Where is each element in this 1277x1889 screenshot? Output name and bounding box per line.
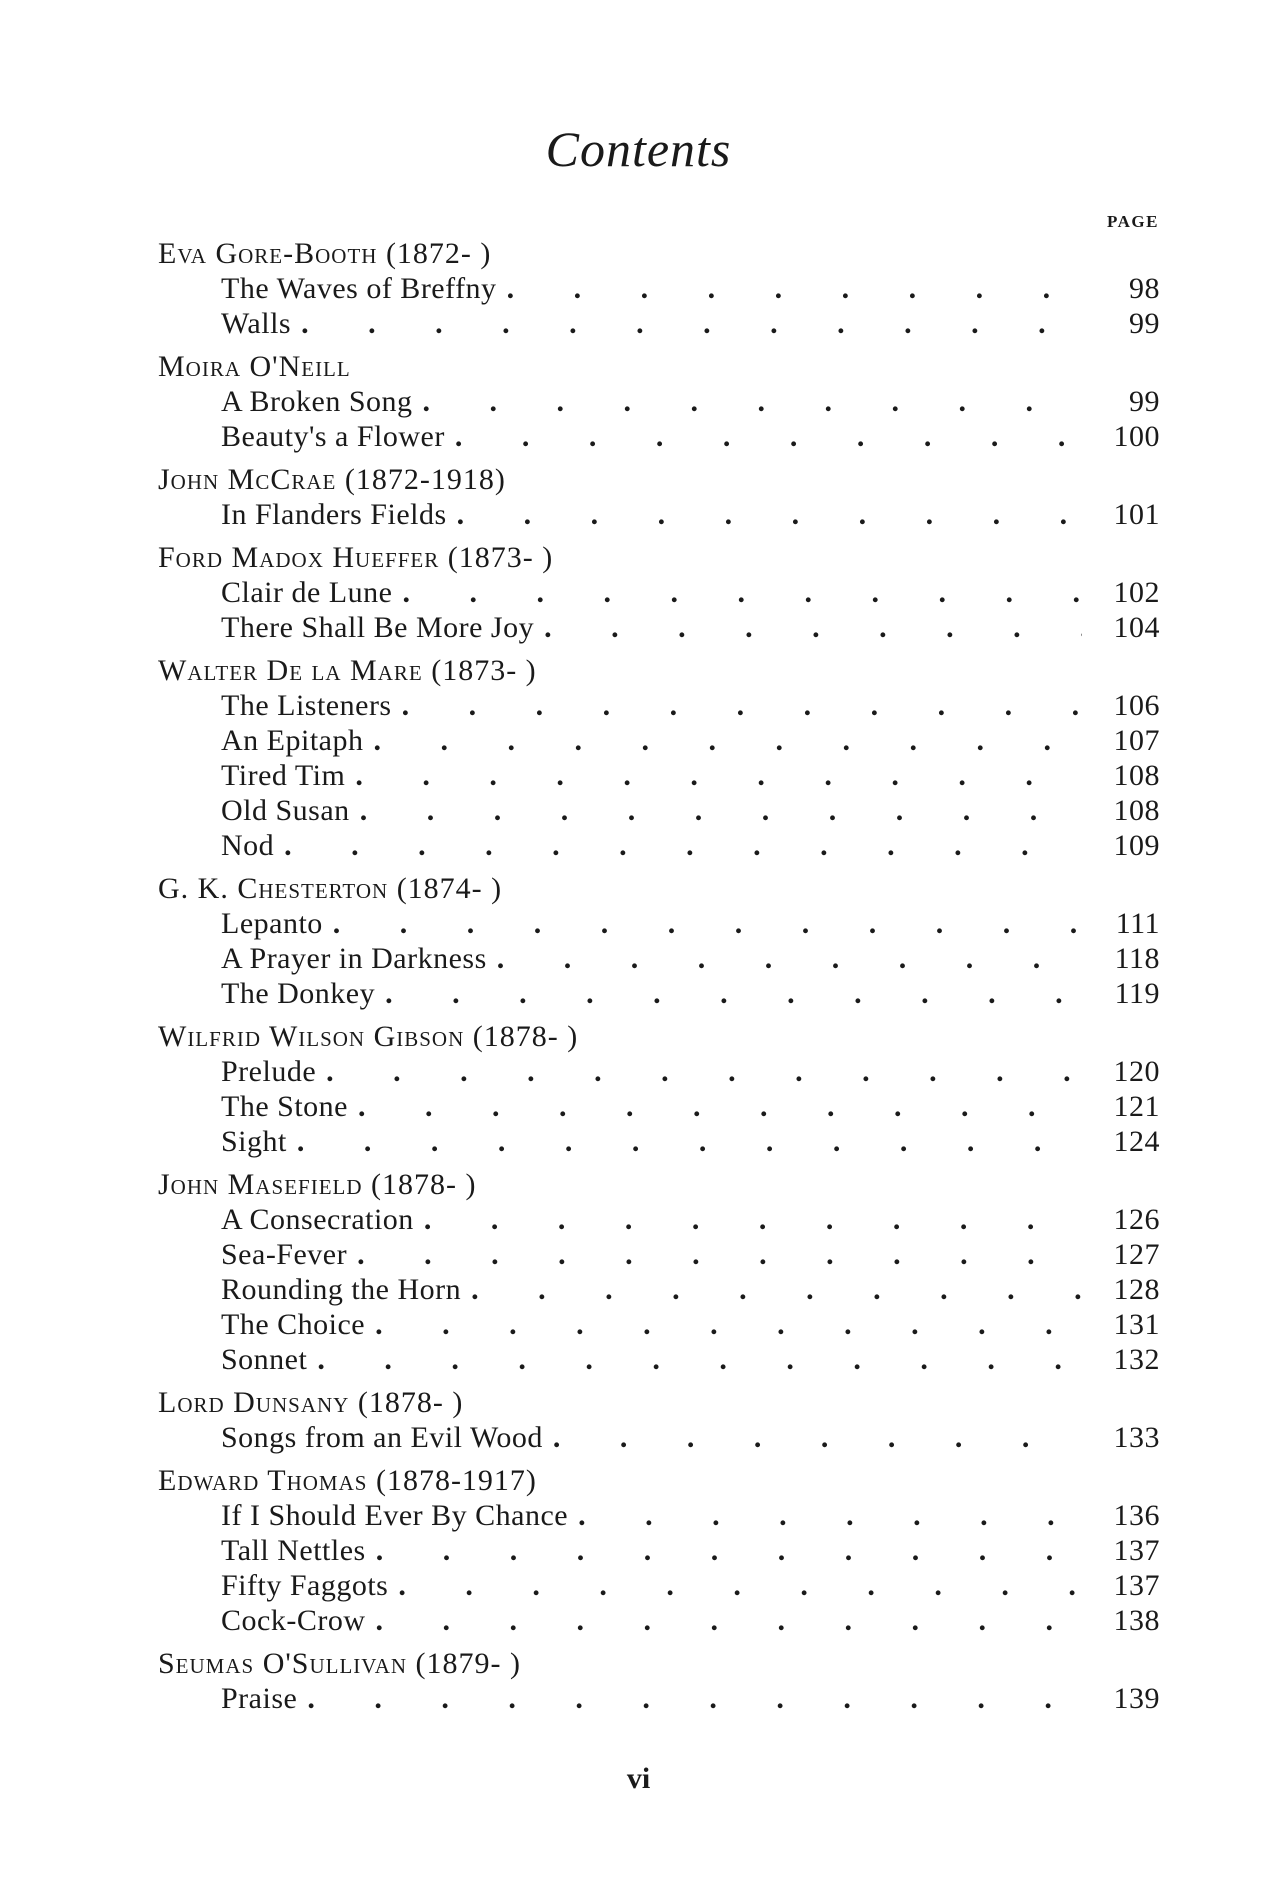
dot-leader — [307, 1681, 1082, 1716]
dot-leader — [376, 1533, 1082, 1568]
poem-title: Nod — [221, 829, 275, 862]
dot-leader — [455, 419, 1082, 454]
page-ref: 127 — [1113, 1238, 1160, 1271]
toc-entry — [158, 306, 1160, 341]
author-section — [158, 1646, 1160, 1716]
page-ref: 128 — [1113, 1273, 1160, 1306]
poem-title: The Donkey — [221, 977, 376, 1010]
page-ref: 124 — [1113, 1125, 1160, 1158]
toc-entry — [158, 723, 1160, 758]
page-ref: 104 — [1113, 611, 1160, 644]
dot-leader — [398, 1568, 1082, 1603]
page-ref: 138 — [1113, 1604, 1160, 1637]
dot-leader — [553, 1420, 1082, 1455]
dot-leader — [507, 271, 1082, 306]
poem-title: Fifty Faggots — [221, 1569, 389, 1602]
author-section — [158, 462, 1160, 532]
poem-title: Sea-Fever — [221, 1238, 348, 1271]
page-ref: 106 — [1113, 689, 1160, 722]
author-heading: John Masefield (1878- ) — [158, 1168, 477, 1201]
dot-leader — [373, 723, 1082, 758]
poem-title: Sight — [221, 1125, 287, 1158]
toc-entry — [158, 976, 1160, 1011]
author-heading: Lord Dunsany (1878- ) — [158, 1386, 464, 1419]
dot-leader — [402, 575, 1082, 610]
page-ref: 99 — [1129, 307, 1160, 340]
toc-entry — [158, 1237, 1160, 1272]
poem-title: Walls — [221, 307, 292, 340]
table-of-contents — [158, 236, 1160, 1724]
toc-entry — [158, 497, 1160, 532]
dot-leader — [326, 1054, 1082, 1089]
author-section — [158, 349, 1160, 454]
poem-title: Prelude — [221, 1055, 317, 1088]
author-heading: John McCrae (1872-1918) — [158, 463, 506, 496]
dot-leader — [301, 306, 1082, 341]
dot-leader — [355, 758, 1082, 793]
dot-leader — [471, 1272, 1082, 1307]
author-heading: Seumas O'Sullivan (1879- ) — [158, 1647, 522, 1680]
dot-leader — [578, 1498, 1082, 1533]
poem-title: Rounding the Horn — [221, 1273, 462, 1306]
dot-leader — [544, 610, 1082, 645]
page-title: Contents — [545, 121, 732, 177]
page-ref: 99 — [1129, 385, 1160, 418]
toc-entry — [158, 1681, 1160, 1716]
dot-leader — [385, 976, 1082, 1011]
dot-leader — [360, 793, 1082, 828]
dot-leader — [402, 688, 1082, 723]
toc-entry — [158, 1307, 1160, 1342]
toc-entry — [158, 271, 1160, 306]
poem-title: Praise — [221, 1682, 298, 1715]
page-ref: 137 — [1113, 1534, 1160, 1567]
poem-title: The Waves of Breffny — [221, 272, 497, 305]
dot-leader — [423, 384, 1082, 419]
page-ref: 109 — [1113, 829, 1160, 862]
author-heading: Moira O'Neill — [158, 350, 351, 383]
page-column-label: PAGE — [1107, 212, 1159, 231]
author-section — [158, 540, 1160, 645]
page-ref: 132 — [1113, 1343, 1160, 1376]
page-ref: 120 — [1113, 1055, 1160, 1088]
page-ref: 118 — [1114, 942, 1160, 975]
dot-leader — [375, 1307, 1082, 1342]
poem-title: Songs from an Evil Wood — [221, 1421, 543, 1454]
page-ref: 108 — [1113, 759, 1160, 792]
page-number: vi — [626, 1762, 651, 1795]
poem-title: Cock-Crow — [221, 1604, 366, 1637]
toc-entry — [158, 906, 1160, 941]
toc-entry — [158, 384, 1160, 419]
dot-leader — [497, 941, 1082, 976]
author-heading: G. K. Chesterton (1874- ) — [158, 872, 503, 905]
toc-entry — [158, 1054, 1160, 1089]
author-section — [158, 1167, 1160, 1377]
toc-entry — [158, 1568, 1160, 1603]
poem-title: Lepanto — [221, 907, 323, 940]
poem-title: Beauty's a Flower — [221, 420, 445, 453]
poem-title: A Broken Song — [221, 385, 413, 418]
toc-entry — [158, 1089, 1160, 1124]
toc-entry — [158, 941, 1160, 976]
page-ref: 137 — [1113, 1569, 1160, 1602]
toc-entry — [158, 1272, 1160, 1307]
dot-leader — [375, 1603, 1082, 1638]
toc-entry — [158, 419, 1160, 454]
poem-title: Old Susan — [221, 794, 350, 827]
author-section — [158, 1019, 1160, 1159]
dot-leader — [297, 1124, 1082, 1159]
toc-entry — [158, 1202, 1160, 1237]
author-heading: Walter De la Mare (1873- ) — [158, 654, 537, 687]
author-section — [158, 236, 1160, 341]
author-heading: Ford Madox Hueffer (1873- ) — [158, 541, 554, 574]
author-heading: Eva Gore-Booth (1872- ) — [158, 237, 492, 270]
author-heading: Edward Thomas (1878-1917) — [158, 1464, 537, 1497]
toc-entry — [158, 575, 1160, 610]
author-section — [158, 1463, 1160, 1638]
page-ref: 98 — [1129, 272, 1160, 305]
author-section — [158, 1385, 1160, 1455]
poem-title: A Prayer in Darkness — [221, 942, 487, 975]
author-section — [158, 653, 1160, 863]
toc-entry — [158, 1603, 1160, 1638]
poem-title: Sonnet — [221, 1343, 308, 1376]
dot-leader — [284, 828, 1082, 863]
poem-title: The Listeners — [221, 689, 392, 722]
poem-title: Tired Tim — [221, 759, 346, 792]
dot-leader — [358, 1089, 1082, 1124]
author-heading: Wilfrid Wilson Gibson (1878- ) — [158, 1020, 579, 1053]
page-ref: 131 — [1113, 1308, 1160, 1341]
poem-title: If I Should Ever By Chance — [221, 1499, 569, 1532]
page-ref: 111 — [1115, 907, 1160, 940]
poem-title: An Epitaph — [221, 724, 364, 757]
author-section — [158, 871, 1160, 1011]
page-ref: 107 — [1113, 724, 1160, 757]
toc-entry — [158, 1342, 1160, 1377]
page-ref: 133 — [1113, 1421, 1160, 1454]
page-ref: 126 — [1113, 1203, 1160, 1236]
poem-title: There Shall Be More Joy — [221, 611, 535, 644]
toc-entry — [158, 1498, 1160, 1533]
toc-entry — [158, 793, 1160, 828]
dot-leader — [317, 1342, 1082, 1377]
toc-entry — [158, 1420, 1160, 1455]
toc-entry — [158, 828, 1160, 863]
page-ref: 139 — [1113, 1682, 1160, 1715]
dot-leader — [424, 1202, 1082, 1237]
page-ref: 100 — [1113, 420, 1160, 453]
page-ref: 136 — [1113, 1499, 1160, 1532]
page-ref: 108 — [1113, 794, 1160, 827]
toc-entry — [158, 1533, 1160, 1568]
toc-entry — [158, 1124, 1160, 1159]
poem-title: Clair de Lune — [221, 576, 393, 609]
toc-entry — [158, 610, 1160, 645]
poem-title: The Stone — [221, 1090, 348, 1123]
toc-entry — [158, 688, 1160, 723]
poem-title: Tall Nettles — [221, 1534, 366, 1567]
poem-title: A Consecration — [221, 1203, 414, 1236]
page-ref: 101 — [1113, 498, 1160, 531]
dot-leader — [457, 497, 1082, 532]
page-ref: 121 — [1113, 1090, 1160, 1123]
poem-title: In Flanders Fields — [221, 498, 447, 531]
page-ref: 102 — [1113, 576, 1160, 609]
page-ref: 119 — [1114, 977, 1160, 1010]
dot-leader — [333, 906, 1082, 941]
poem-title: The Choice — [221, 1308, 366, 1341]
dot-leader — [357, 1237, 1082, 1272]
toc-entry — [158, 758, 1160, 793]
